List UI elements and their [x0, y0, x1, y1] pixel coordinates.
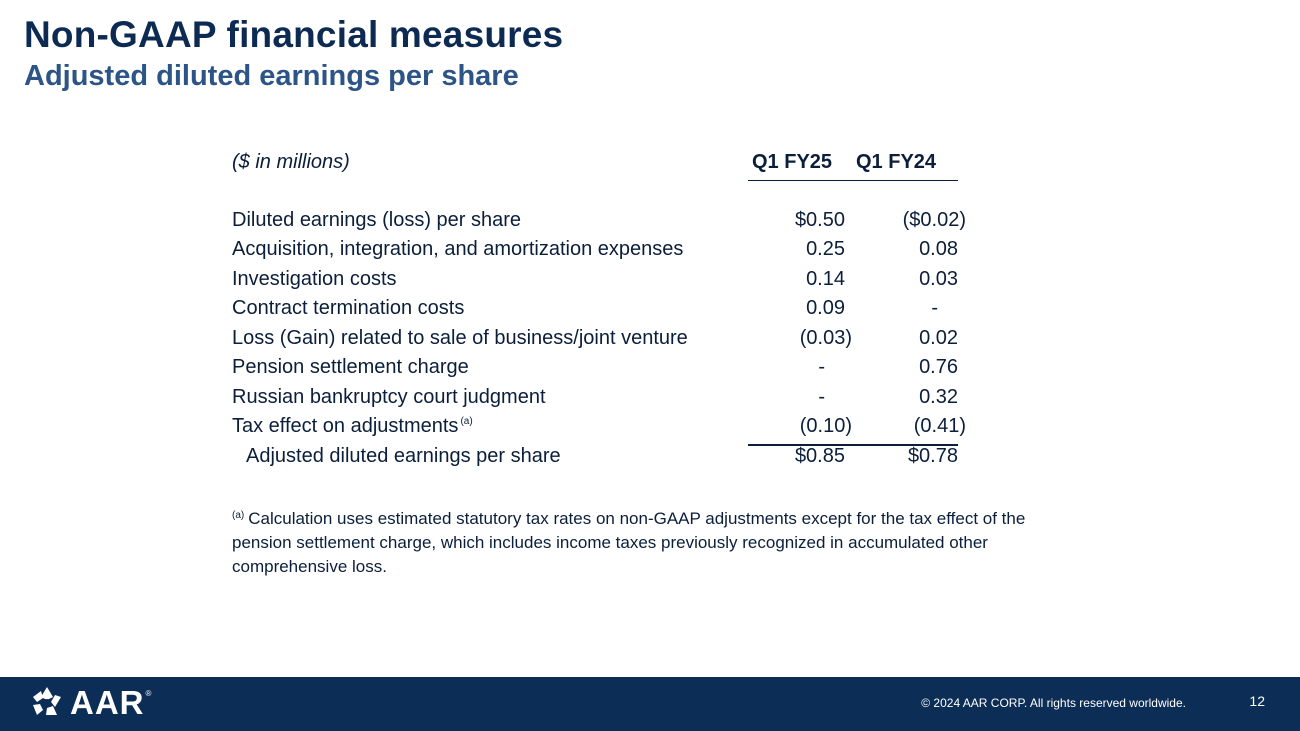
- page-title: Non-GAAP financial measures: [24, 14, 564, 55]
- row-value-q1fy24: ($0.02): [902, 209, 966, 231]
- row-value-q1fy24: 0.32: [919, 386, 958, 408]
- footnote: [232, 504, 1062, 579]
- table-row: [232, 209, 972, 237]
- row-value-q1fy25: -: [818, 356, 825, 378]
- page-number: 12: [1249, 693, 1265, 709]
- page-subtitle: Adjusted diluted earnings per share: [24, 60, 519, 92]
- row-value-q1fy24: (0.41): [913, 415, 966, 437]
- row-value-q1fy25: 0.25: [806, 238, 845, 260]
- row-value-q1fy25: 0.09: [806, 297, 845, 319]
- total-value-q1fy25: $0.85: [794, 445, 845, 467]
- units-label: ($ in millions): [232, 151, 350, 173]
- table-row: [232, 386, 972, 414]
- aar-emblem-icon: [30, 686, 64, 720]
- aar-logo: [30, 685, 151, 721]
- table-row: [232, 238, 972, 266]
- row-label: Investigation costs: [232, 268, 397, 290]
- row-label: Contract termination costs: [232, 297, 465, 319]
- row-value-q1fy25: -: [818, 386, 825, 408]
- column-header-q1fy25: Q1 FY25: [752, 151, 833, 173]
- table-row: [232, 415, 972, 443]
- footnote-mark: (a): [460, 416, 473, 427]
- total-row: [232, 445, 972, 473]
- footer-bar: [0, 677, 1300, 731]
- logo-text: AAR: [70, 684, 145, 721]
- table-row: [232, 297, 972, 325]
- row-value-q1fy25: 0.14: [806, 268, 845, 290]
- registered-mark: ®: [145, 688, 152, 698]
- total-label: Adjusted diluted earnings per share: [246, 445, 561, 467]
- row-label: Russian bankruptcy court judgment: [232, 386, 546, 408]
- row-label: Diluted earnings (loss) per share: [232, 209, 522, 231]
- footnote-text: Calculation uses estimated statutory tax rates on non-GAAP adjustments except for the tax effect of the pension settlement charge, which includes income taxes previously recognized in accumulated other comprehensive loss.: [232, 509, 1026, 576]
- row-label: [232, 415, 473, 438]
- column-header-q1fy24: Q1 FY24: [856, 151, 937, 173]
- copyright-text: © 2024 AAR CORP. All rights reserved worldwide.: [921, 696, 1186, 710]
- row-value-q1fy24: 0.08: [919, 238, 958, 260]
- row-value-q1fy24: -: [931, 297, 938, 319]
- row-label: Acquisition, integration, and amortization expenses: [232, 238, 684, 260]
- row-label: Pension settlement charge: [232, 356, 469, 378]
- row-value-q1fy25: (0.10): [799, 415, 852, 437]
- footnote-mark: (a): [232, 510, 245, 521]
- table-row: [232, 356, 972, 384]
- row-value-q1fy24: 0.03: [919, 268, 958, 290]
- row-value-q1fy24: 0.02: [919, 327, 958, 349]
- row-value-q1fy25: (0.03): [799, 327, 852, 349]
- table-row: [232, 327, 972, 355]
- row-label: Loss (Gain) related to sale of business/joint venture: [232, 327, 688, 349]
- header-rule: [748, 180, 958, 181]
- row-value-q1fy25: $0.50: [794, 209, 845, 231]
- adjusted-eps-table: [232, 0, 972, 480]
- row-value-q1fy24: 0.76: [919, 356, 958, 378]
- table-row: [232, 268, 972, 296]
- row-label-text: Tax effect on adjustments: [232, 415, 459, 437]
- total-value-q1fy24: $0.78: [907, 445, 958, 467]
